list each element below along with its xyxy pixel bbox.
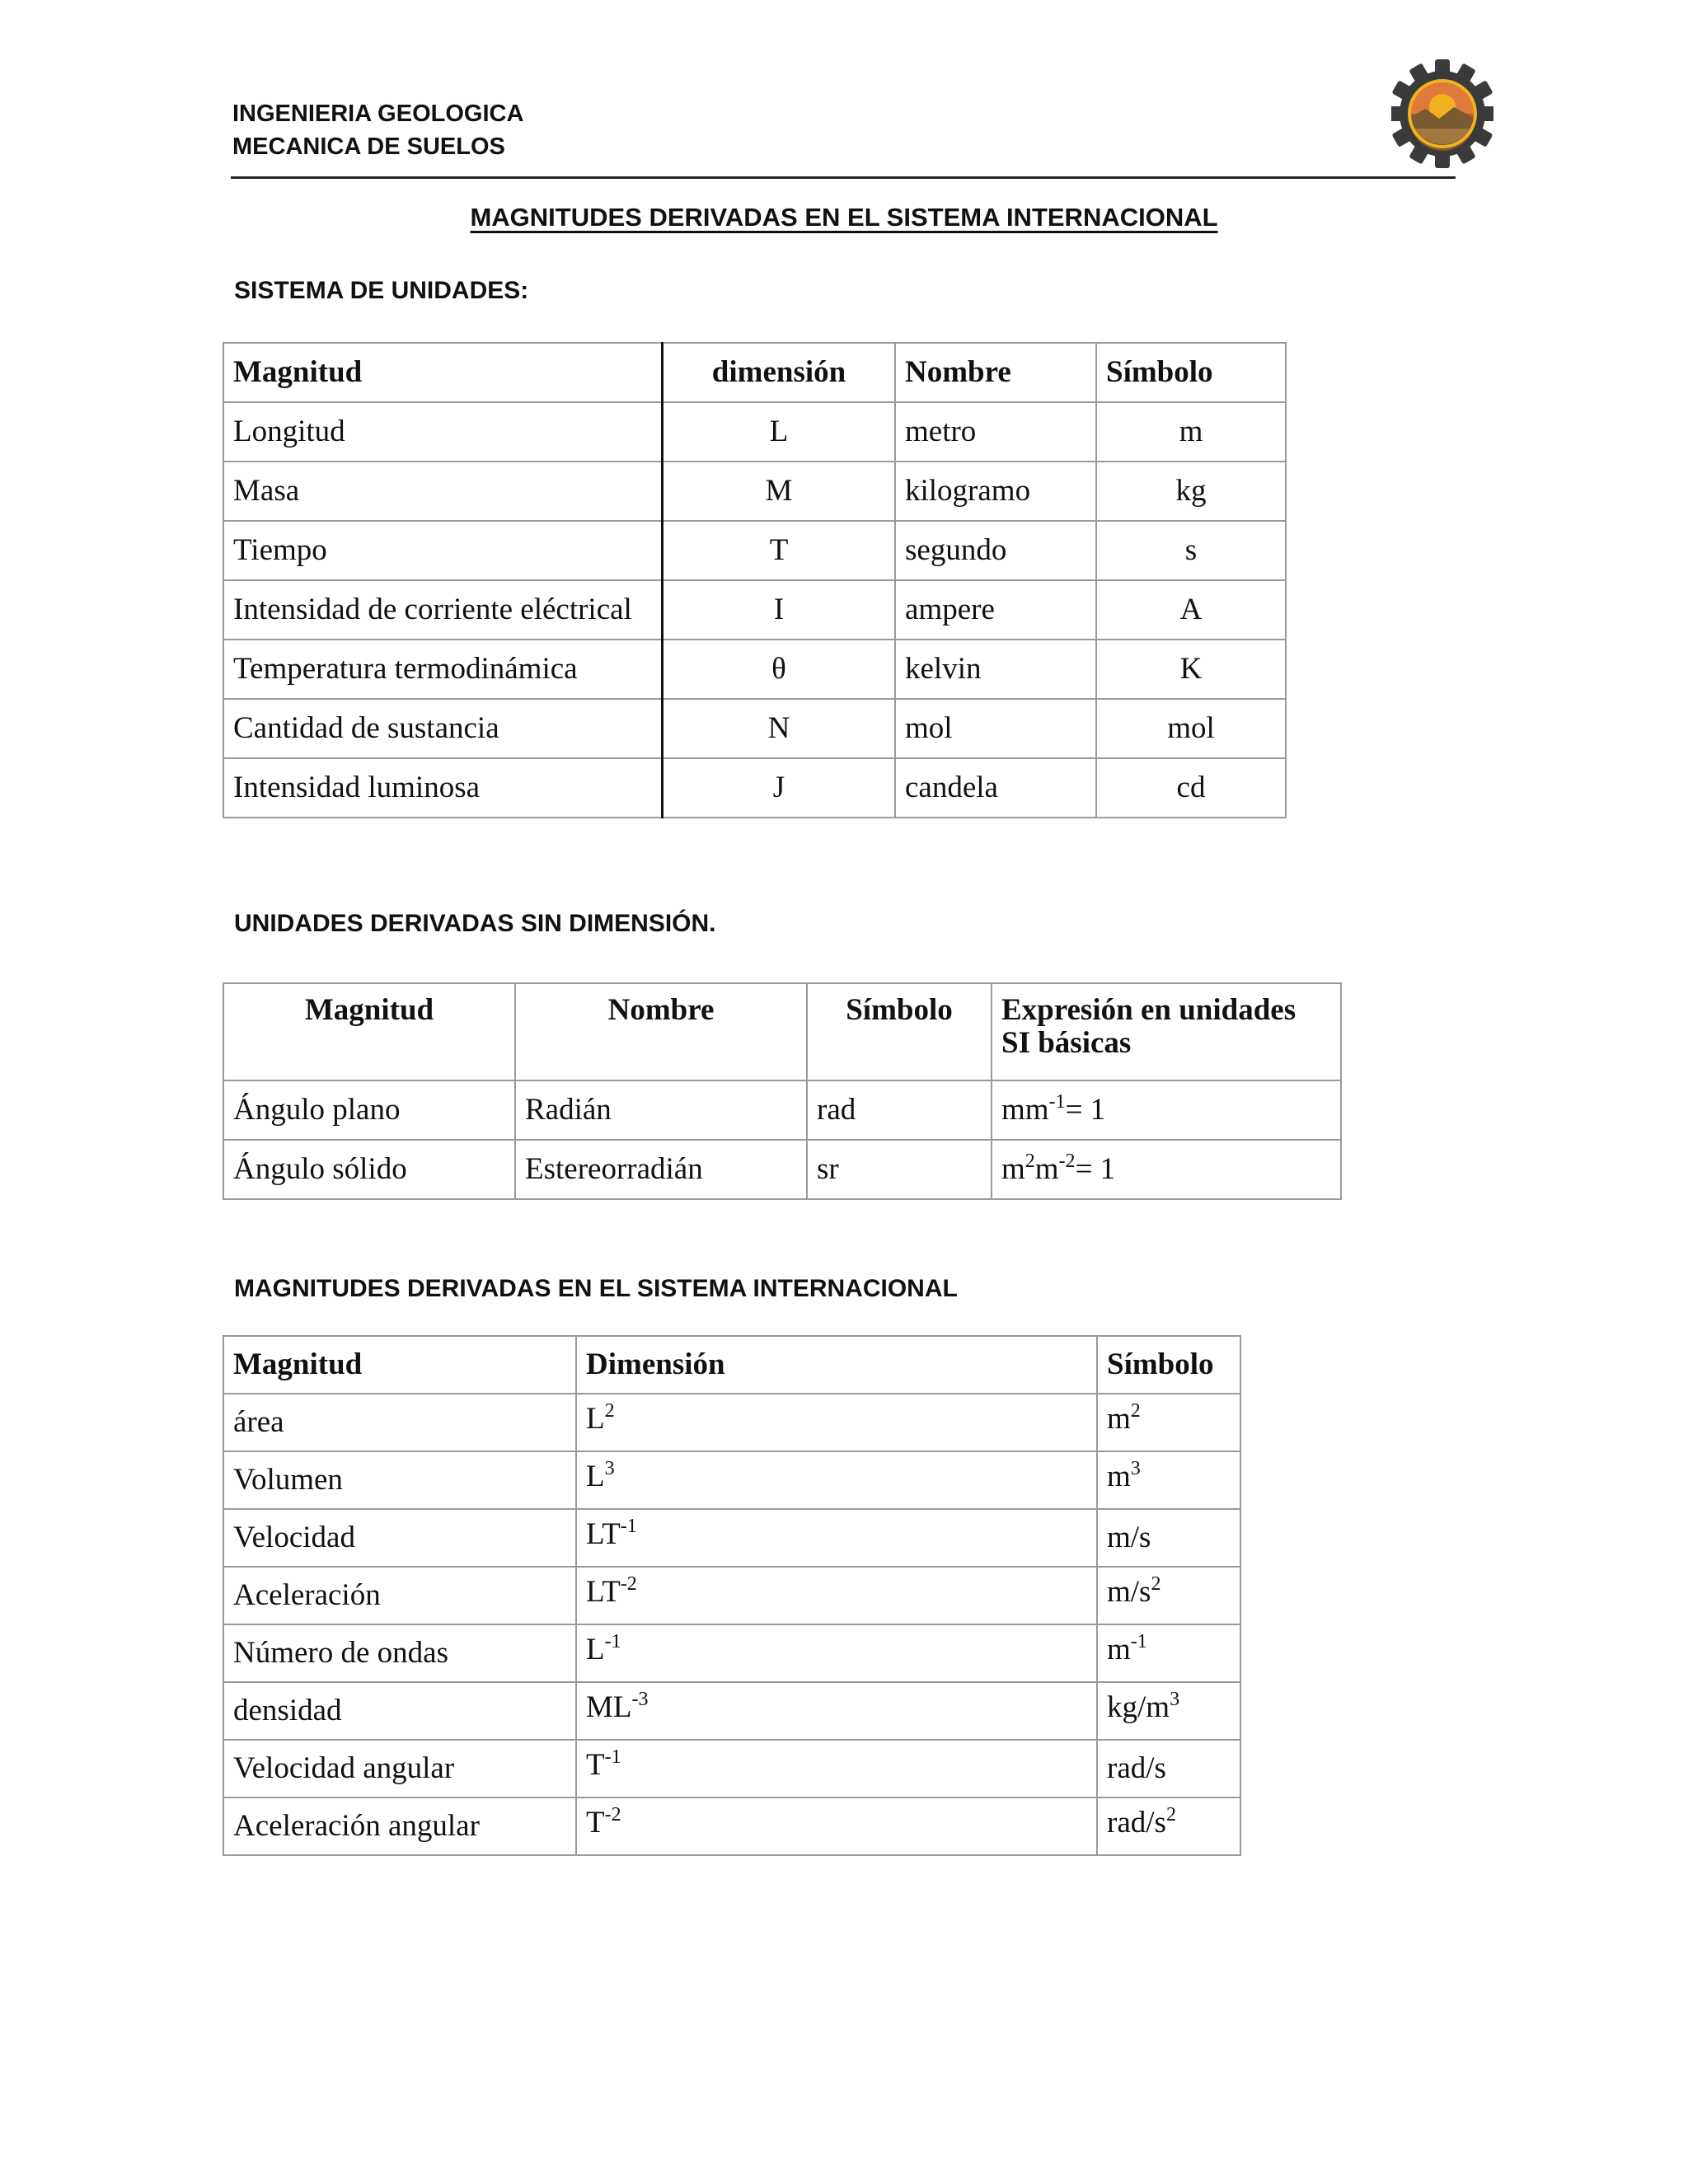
cell: I bbox=[663, 580, 896, 640]
dim-base: T bbox=[586, 1806, 605, 1840]
dim-exponent: -1 bbox=[604, 1631, 621, 1652]
cell: kelvin bbox=[895, 640, 1096, 699]
dim-exponent: -1 bbox=[620, 1516, 637, 1537]
cell bbox=[992, 1080, 1341, 1140]
header-line-1: INGENIERIA GEOLOGICA bbox=[232, 101, 524, 127]
header-divider bbox=[231, 176, 1456, 179]
table-row bbox=[223, 1509, 1240, 1567]
cell: Velocidad bbox=[223, 1509, 576, 1567]
header-cell bbox=[992, 983, 1341, 1080]
table-row bbox=[223, 640, 1286, 699]
cell: m bbox=[1096, 402, 1286, 462]
dim-exponent: 2 bbox=[604, 1400, 615, 1422]
cell: metro bbox=[895, 402, 1096, 462]
cell bbox=[576, 1682, 1097, 1740]
header-cell: Magnitud bbox=[223, 343, 663, 402]
table-header-row bbox=[223, 983, 1341, 1080]
table-row bbox=[223, 402, 1286, 462]
table-row bbox=[223, 758, 1286, 818]
table-row bbox=[223, 1394, 1240, 1451]
dim-base: LT bbox=[586, 1517, 621, 1551]
cell: A bbox=[1096, 580, 1286, 640]
cell: Ángulo plano bbox=[223, 1080, 515, 1140]
sym-base: rad/s bbox=[1107, 1806, 1166, 1840]
cell: K bbox=[1096, 640, 1286, 699]
cell bbox=[1097, 1797, 1240, 1855]
sym-base: m/s bbox=[1107, 1575, 1151, 1609]
cell: Velocidad angular bbox=[223, 1740, 576, 1797]
cell: s bbox=[1096, 521, 1286, 580]
cell bbox=[1097, 1451, 1240, 1509]
cell bbox=[1097, 1394, 1240, 1451]
table-header-row bbox=[223, 343, 1286, 402]
cell bbox=[576, 1394, 1097, 1451]
cell: Aceleración bbox=[223, 1567, 576, 1624]
table-row bbox=[223, 1797, 1240, 1855]
cell: kilogramo bbox=[895, 462, 1096, 521]
cell: mol bbox=[1096, 699, 1286, 758]
expr-exponent: -2 bbox=[1058, 1151, 1076, 1172]
cell bbox=[576, 1624, 1097, 1682]
cell: segundo bbox=[895, 521, 1096, 580]
cell bbox=[576, 1740, 1097, 1797]
sym-exponent: 2 bbox=[1151, 1573, 1161, 1595]
sym-exponent: 3 bbox=[1170, 1689, 1180, 1710]
table-row bbox=[223, 1451, 1240, 1509]
table-row bbox=[223, 699, 1286, 758]
table-magnitudes-derivadas bbox=[223, 1335, 1241, 1856]
cell bbox=[1097, 1567, 1240, 1624]
cell bbox=[992, 1140, 1341, 1199]
sym-exponent: 3 bbox=[1130, 1458, 1141, 1479]
header-line: Expresión en unidades bbox=[1001, 993, 1296, 1027]
table-row bbox=[223, 1682, 1240, 1740]
cell: T bbox=[663, 521, 896, 580]
cell: kg bbox=[1096, 462, 1286, 521]
cell: Aceleración angular bbox=[223, 1797, 576, 1855]
table-row bbox=[223, 1740, 1240, 1797]
header-cell: Magnitud bbox=[223, 983, 515, 1080]
dim-exponent: 3 bbox=[604, 1458, 615, 1479]
dim-base: L bbox=[586, 1633, 605, 1666]
section-title-unidades-sin-dimension: UNIDADES DERIVADAS SIN DIMENSIÓN. bbox=[234, 910, 716, 937]
sym-base: m bbox=[1107, 1460, 1131, 1493]
cell: Tiempo bbox=[223, 521, 663, 580]
header-cell: Nombre bbox=[515, 983, 807, 1080]
cell: Estereorradián bbox=[515, 1140, 807, 1199]
dim-exponent: -3 bbox=[631, 1689, 649, 1710]
cell: ampere bbox=[895, 580, 1096, 640]
sym-base: m bbox=[1107, 1633, 1131, 1666]
header-cell: dimensión bbox=[663, 343, 896, 402]
cell bbox=[1097, 1682, 1240, 1740]
table-row bbox=[223, 1567, 1240, 1624]
expr-exponent: 2 bbox=[1025, 1151, 1035, 1172]
dim-base: L bbox=[586, 1460, 605, 1493]
table-row bbox=[223, 1140, 1341, 1199]
expr-exponent: -1 bbox=[1048, 1091, 1066, 1113]
cell: Cantidad de sustancia bbox=[223, 699, 663, 758]
table-header-row bbox=[223, 1336, 1240, 1394]
header-cell: Símbolo bbox=[1097, 1336, 1240, 1394]
sym-exponent: -1 bbox=[1130, 1631, 1147, 1652]
expr-base: mm bbox=[1001, 1093, 1049, 1127]
dim-base: L bbox=[586, 1402, 605, 1436]
cell bbox=[1097, 1740, 1240, 1797]
cell: sr bbox=[807, 1140, 992, 1199]
cell: densidad bbox=[223, 1682, 576, 1740]
header-cell: Dimensión bbox=[576, 1336, 1097, 1394]
sym-base: m/s bbox=[1107, 1521, 1151, 1554]
cell: mol bbox=[895, 699, 1096, 758]
cell: J bbox=[663, 758, 896, 818]
cell: candela bbox=[895, 758, 1096, 818]
header-line: SI básicas bbox=[1001, 1026, 1132, 1060]
cell: área bbox=[223, 1394, 576, 1451]
dim-exponent: -2 bbox=[604, 1804, 621, 1825]
dim-exponent: -1 bbox=[604, 1746, 621, 1768]
cell: Ángulo sólido bbox=[223, 1140, 515, 1199]
section-title-sistema-unidades: SISTEMA DE UNIDADES: bbox=[234, 277, 529, 304]
cell: Temperatura termodinámica bbox=[223, 640, 663, 699]
header-cell: Nombre bbox=[895, 343, 1096, 402]
table-unidades-sin-dimension bbox=[223, 982, 1342, 1200]
cell bbox=[576, 1509, 1097, 1567]
expr-base: = 1 bbox=[1075, 1152, 1116, 1186]
cell: N bbox=[663, 699, 896, 758]
cell: M bbox=[663, 462, 896, 521]
cell bbox=[576, 1567, 1097, 1624]
header-cell: Símbolo bbox=[807, 983, 992, 1080]
table-row bbox=[223, 521, 1286, 580]
expr-base: = 1 bbox=[1065, 1093, 1106, 1127]
cell: cd bbox=[1096, 758, 1286, 818]
cell: rad bbox=[807, 1080, 992, 1140]
sym-base: m bbox=[1107, 1402, 1131, 1436]
sym-exponent: 2 bbox=[1130, 1400, 1141, 1422]
cell bbox=[576, 1451, 1097, 1509]
table-row bbox=[223, 1624, 1240, 1682]
cell bbox=[1097, 1509, 1240, 1567]
dim-exponent: -2 bbox=[620, 1573, 637, 1595]
gear-seal-icon bbox=[1391, 48, 1493, 176]
header-cell: Símbolo bbox=[1096, 343, 1286, 402]
cell bbox=[1097, 1624, 1240, 1682]
cell: Volumen bbox=[223, 1451, 576, 1509]
cell: Número de ondas bbox=[223, 1624, 576, 1682]
cell: Longitud bbox=[223, 402, 663, 462]
section-title-magnitudes-derivadas: MAGNITUDES DERIVADAS EN EL SISTEMA INTERNACIONAL bbox=[234, 1275, 958, 1302]
cell: Intensidad luminosa bbox=[223, 758, 663, 818]
cell: Masa bbox=[223, 462, 663, 521]
sym-base: kg/m bbox=[1107, 1690, 1170, 1724]
dim-base: T bbox=[586, 1748, 605, 1782]
cell: Intensidad de corriente eléctrical bbox=[223, 580, 663, 640]
cell: Radián bbox=[515, 1080, 807, 1140]
page-title: MAGNITUDES DERIVADAS EN EL SISTEMA INTERNACIONAL bbox=[470, 203, 1218, 232]
dim-base: LT bbox=[586, 1575, 621, 1609]
cell: θ bbox=[663, 640, 896, 699]
expr-base: m bbox=[1001, 1152, 1025, 1186]
cell: L bbox=[663, 402, 896, 462]
table-row bbox=[223, 580, 1286, 640]
header-cell: Magnitud bbox=[223, 1336, 576, 1394]
table-row bbox=[223, 462, 1286, 521]
cell bbox=[576, 1797, 1097, 1855]
table-sistema-unidades bbox=[223, 342, 1287, 818]
dim-base: ML bbox=[586, 1690, 632, 1724]
table-row bbox=[223, 1080, 1341, 1140]
sym-base: rad/s bbox=[1107, 1751, 1166, 1785]
expr-base: m bbox=[1034, 1152, 1059, 1186]
sym-exponent: 2 bbox=[1165, 1804, 1176, 1825]
header-line-2: MECANICA DE SUELOS bbox=[232, 134, 505, 160]
